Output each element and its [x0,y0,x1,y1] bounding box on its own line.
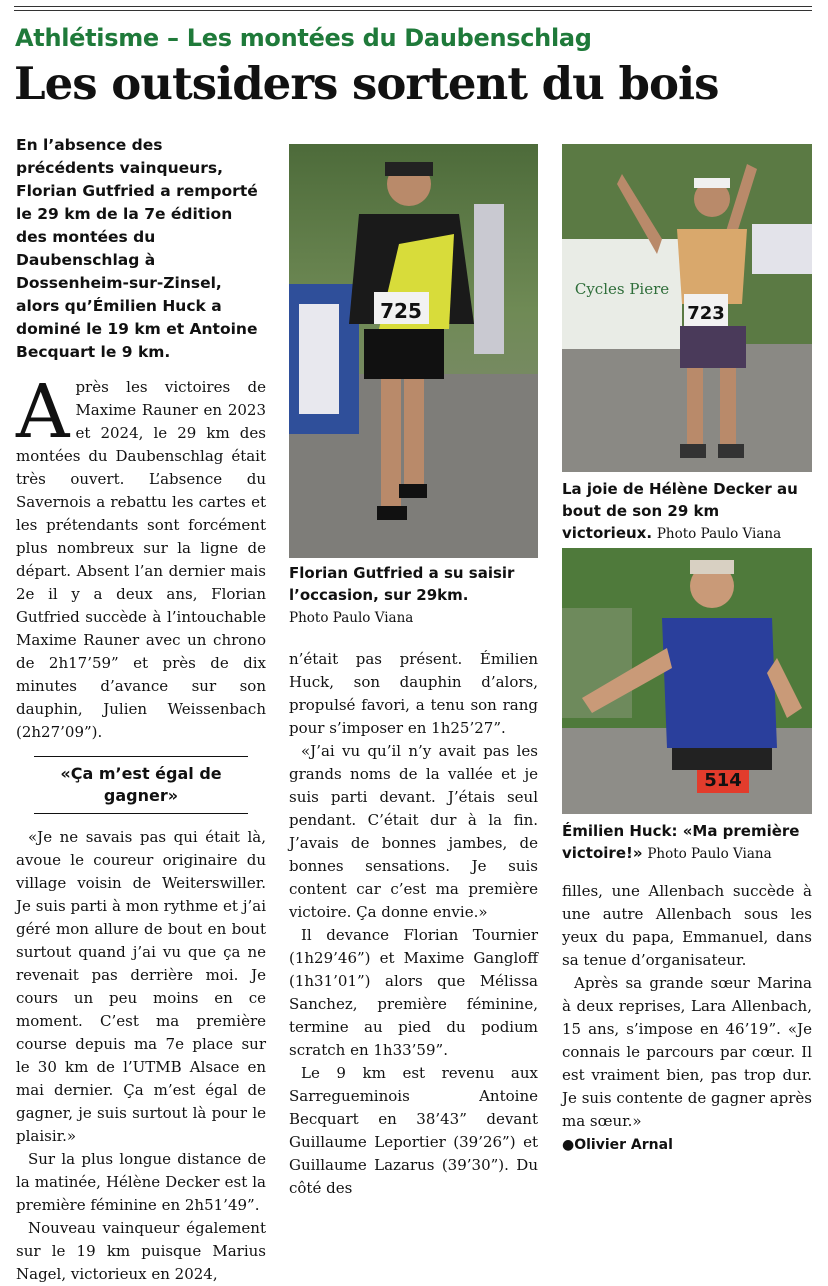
col2-paragraph-2: «J’ai vu qu’il n’y avait pas les grands noms de la vallée et je suis parti devant. J’étais seul pendant. C’était dur à la fin. J’avais de bonnes jambes, de bonnes sensations. Je suis content car c’est ma première victoire. Ça donne envie.» [289,742,538,921]
photo-helene-decker [562,144,812,472]
bib-723: 723 [687,303,725,324]
col2-paragraph-3: Il devance Florian Tournier (1h29’46”) et Maxime Gangloff (1h31’01”) alors que Mélissa Sanchez, première féminine, termine au pied du podium scratch en 1h33’59”. [289,926,538,1059]
column-3 [562,880,812,1157]
paragraph-1: A près les victoires de Maxime Rauner en 2023 et 2024, le 29 km des montées du Daubenschlag était très ouvert. L’absence du Savernois a rebattu les cartes et les prétendants sont forcément plus nombreux sur la ligne de départ. Absent l’an dernier mais 2e il y a deux ans, Florian Gutfried succède à l’intouchable Maxime Rauner avec un chrono de 2h17’59” et près de dix minutes d’avance sur son dauphin, Julien Weissenbach (2h27’09”). [16,369,266,741]
banner-cycles: Cycles Piere [574,280,670,298]
column-2 [289,648,538,1200]
column-1 [16,134,266,1286]
col2-paragraph-4: Le 9 km est revenu aux Sarregueminois Antoine Becquart en 38’43” devant Guillaume Leportier (39’26”) et Guillaume Lazarus (39’30”). Du côté des [289,1064,538,1197]
paragraph-2: «Je ne savais pas qui était là, avoue le coureur originaire du village voisin de Weiterswiller. Je suis parti à mon rythme et j’ai géré mon allure de bout en bout surtout quand j’ai vu que ça ne revenait pas derrière moi. Je cours un peu moins en ce moment. C’est ma première course depuis ma 7e place sur le 30 km de l’UTMB Alsace en mai dernier. Ça m’est égal de gagner, je suis surtout là pour le plaisir.» [16,828,266,1145]
dropcap: A [16,369,70,455]
photo-florian-gutfried [289,144,538,558]
col2-paragraph-1: n’était pas présent. Émilien Huck, son dauphin d’alors, propulsé favori, a tenu son rang pour s’imposer en 1h25’27”. [289,650,538,737]
col3-paragraph-1: filles, une Allenbach succède à une autre Allenbach sous les yeux du papa, Emmanuel, dans sa tenue d’organisateur. [562,882,812,969]
caption-photo-1: Florian Gutfried a su saisir l’occasion, sur 29km. Photo Paulo Viana [289,564,515,626]
lede: En l’absence des précédents vainqueurs, Florian Gutfried a remporté le 29 km de la 7e édition des montées du Daubenschlag à Dossenheim-sur-Zinsel, alors qu’Émilien Huck a dominé le 19 km et Antoine Becquart le 9 km. [16,136,258,361]
bib-514: 514 [704,770,742,791]
caption-photo-2: La joie de Hélène Decker au bout de son 29 km victorieux. Photo Paulo Viana [562,480,798,542]
subhead: «Ça m’est égal de gagner» [34,756,248,814]
top-rule-2 [14,10,812,11]
photo-emilien-huck [562,548,812,814]
top-rule-1 [14,6,812,7]
byline: ●Olivier Arnal [562,1137,673,1153]
bib-725: 725 [380,299,422,323]
paragraph-4: Nouveau vainqueur également sur le 19 km puisque Marius Nagel, victorieux en 2024, [16,1219,266,1283]
paragraph-3: Sur la plus longue distance de la matinée, Hélène Decker est la première féminine en 2h51’49”. [16,1150,266,1214]
kicker: Athlétisme – Les montées du Daubenschlag [15,24,592,52]
caption-photo-3: Émilien Huck: «Ma première victoire!» Photo Paulo Viana [562,822,800,862]
col3-paragraph-2: Après sa grande sœur Marina à deux reprises, Lara Allenbach, 15 ans, s’impose en 46’19”. «Je connais le parcours par cœur. Il est vraiment bien, pas trop dur. Je suis contente de gagner après ma sœur.» [562,974,812,1130]
headline: Les outsiders sortent du bois [14,57,719,110]
